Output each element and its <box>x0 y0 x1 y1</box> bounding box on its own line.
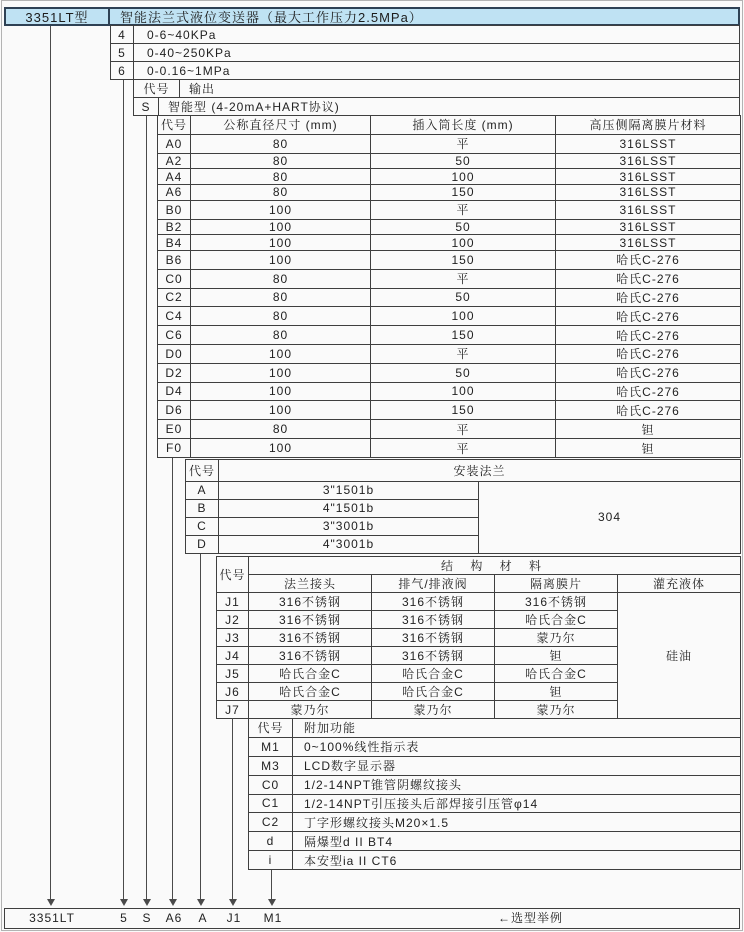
code-cell: B6 <box>158 250 191 269</box>
diaphragm-cell: 蒙乃尔 <box>495 629 618 647</box>
col-header-code: 代号 <box>249 719 293 738</box>
material-cell: 哈氏C-276 <box>556 344 741 363</box>
material-cell: 钽 <box>556 420 741 439</box>
vent-valve-cell: 316不锈钢 <box>372 629 495 647</box>
down-arrow-icon <box>197 899 205 906</box>
range-row <box>110 61 740 80</box>
table-row <box>249 813 741 832</box>
code-cell: A2 <box>158 153 191 169</box>
title-row <box>4 7 740 26</box>
col-header-length: 插入筒长度 (mm) <box>371 116 556 135</box>
structural-materials-table <box>216 556 741 719</box>
diameter-cell: 100 <box>191 382 371 401</box>
code-cell: M1 <box>249 737 293 756</box>
col-header-diaphragm: 隔离膜片 <box>495 575 618 593</box>
diameter-cell: 80 <box>191 269 371 288</box>
code-cell: B <box>186 499 219 517</box>
diameter-cell: 100 <box>191 344 371 363</box>
function-cell: 丁字形螺纹接头M20×1.5 <box>293 813 741 832</box>
length-cell: 50 <box>371 363 556 382</box>
flange-cell: 4"3001b <box>219 535 479 553</box>
table-row <box>158 401 741 420</box>
table-header-row <box>158 116 741 135</box>
code-cell: J5 <box>217 665 249 683</box>
example-value: 5 <box>120 911 128 925</box>
diameter-cell: 100 <box>191 363 371 382</box>
code-cell: D4 <box>158 382 191 401</box>
example-value: A <box>198 911 208 925</box>
length-cell: 50 <box>371 288 556 307</box>
length-cell: 平 <box>371 269 556 288</box>
output-label: 智能型 (4-20mA+HART协议) <box>168 100 340 114</box>
code-cell: D <box>186 535 219 553</box>
vent-valve-cell: 哈氏合金C <box>372 665 495 683</box>
group-header: 结 构 材 料 <box>249 557 741 575</box>
table-row <box>158 382 741 401</box>
down-arrow-icon <box>120 899 128 906</box>
diameter-cell: 80 <box>191 326 371 345</box>
table-row <box>158 185 741 201</box>
col-header-function: 附加功能 <box>293 719 741 738</box>
length-cell: 150 <box>371 250 556 269</box>
table-row <box>158 269 741 288</box>
diameter-cell: 100 <box>191 235 371 251</box>
table-header-row <box>186 460 741 482</box>
table-row <box>158 153 741 169</box>
material-cell: 哈氏C-276 <box>556 288 741 307</box>
code-cell: J2 <box>217 611 249 629</box>
code-cell: E0 <box>158 420 191 439</box>
table-row <box>158 219 741 235</box>
table-row <box>158 420 741 439</box>
length-cell: 100 <box>371 169 556 185</box>
length-cell: 50 <box>371 219 556 235</box>
function-cell: LCD数字显示器 <box>293 756 741 775</box>
example-value: J1 <box>226 911 242 925</box>
col-header-code: 代号 <box>186 460 219 482</box>
function-cell: 1/2-14NPT锥管阴螺纹接头 <box>293 775 741 794</box>
down-arrow-icon <box>229 899 237 906</box>
selector-line-materials <box>232 718 233 900</box>
table-row <box>249 794 741 813</box>
code-cell: B0 <box>158 200 191 219</box>
material-cell: 316LSST <box>556 219 741 235</box>
function-cell: 本安型ia II CT6 <box>293 851 741 870</box>
fill-fluid-cell: 硅油 <box>618 593 741 719</box>
code-cell: C2 <box>158 288 191 307</box>
table-row <box>158 235 741 251</box>
flange-cell: 4"1501b <box>219 499 479 517</box>
selector-line-range <box>123 80 124 900</box>
diaphragm-cell: 哈氏合金C <box>495 611 618 629</box>
diameter-cell: 80 <box>191 420 371 439</box>
diameter-cell: 80 <box>191 288 371 307</box>
col-header-code: 代号 <box>158 116 191 135</box>
range-row <box>110 25 740 44</box>
down-arrow-icon <box>143 899 151 906</box>
col-header-diameter: 公称直径尺寸 (mm) <box>191 116 371 135</box>
length-cell: 150 <box>371 401 556 420</box>
additional-functions-table <box>248 718 741 870</box>
function-cell: 0~100%线性指示表 <box>293 737 741 756</box>
diameter-cell: 80 <box>191 185 371 201</box>
col-header-fill-fluid: 灌充液体 <box>618 575 741 593</box>
material-cell: 钽 <box>556 439 741 458</box>
vent-valve-cell: 316不锈钢 <box>372 593 495 611</box>
code-cell: C0 <box>158 269 191 288</box>
selector-line-flange <box>200 554 201 900</box>
code-cell: J1 <box>217 593 249 611</box>
mounting-flange-table <box>185 459 741 554</box>
range-label: 0-0.16~1MPa <box>147 63 231 78</box>
code-cell: B2 <box>158 219 191 235</box>
diameter-cell: 80 <box>191 169 371 185</box>
table-row <box>249 756 741 775</box>
diaphragm-cell: 蒙乃尔 <box>495 701 618 719</box>
length-cell: 100 <box>371 307 556 326</box>
selector-line-model <box>50 26 51 900</box>
code-cell: C2 <box>249 813 293 832</box>
flange-joint-cell: 316不锈钢 <box>249 647 372 665</box>
material-cell: 哈氏C-276 <box>556 326 741 345</box>
vent-valve-cell: 哈氏合金C <box>372 683 495 701</box>
length-cell: 100 <box>371 382 556 401</box>
material-cell: 哈氏C-276 <box>556 269 741 288</box>
range-label: 0-6~40KPa <box>147 27 217 42</box>
table-row <box>249 737 741 756</box>
flange-joint-cell: 316不锈钢 <box>249 593 372 611</box>
flange-joint-cell: 316不锈钢 <box>249 611 372 629</box>
down-arrow-icon <box>268 899 276 906</box>
model-name: 3351LT型 <box>6 9 110 24</box>
code-cell: M3 <box>249 756 293 775</box>
selector-line-diaphragm <box>172 458 173 900</box>
length-cell: 平 <box>371 439 556 458</box>
range-code: 5 <box>111 44 134 61</box>
code-cell: J6 <box>217 683 249 701</box>
output-row <box>133 97 740 116</box>
diameter-cell: 100 <box>191 439 371 458</box>
table-row <box>217 593 741 611</box>
example-value: M1 <box>263 911 283 925</box>
diaphragm-cell: 哈氏合金C <box>495 665 618 683</box>
code-cell: A4 <box>158 169 191 185</box>
flange-joint-cell: 哈氏合金C <box>249 683 372 701</box>
diaphragm-cell: 316不锈钢 <box>495 593 618 611</box>
code-cell: J7 <box>217 701 249 719</box>
code-cell: C0 <box>249 775 293 794</box>
example-value: S <box>142 911 152 925</box>
diaphragm-table <box>157 115 741 458</box>
diameter-cell: 100 <box>191 401 371 420</box>
material-cell: 316LSST <box>556 169 741 185</box>
table-row <box>158 169 741 185</box>
col-header-code: 代号 <box>217 557 249 593</box>
flange-joint-cell: 蒙乃尔 <box>249 701 372 719</box>
material-cell: 哈氏C-276 <box>556 307 741 326</box>
table-row <box>158 250 741 269</box>
length-cell: 平 <box>371 344 556 363</box>
col-header-flange-joint: 法兰接头 <box>249 575 372 593</box>
table-header-row <box>249 719 741 738</box>
vent-valve-cell: 蒙乃尔 <box>372 701 495 719</box>
vent-valve-cell: 316不锈钢 <box>372 647 495 665</box>
flange-joint-cell: 哈氏合金C <box>249 665 372 683</box>
range-code: 4 <box>111 26 134 43</box>
material-cell: 哈氏C-276 <box>556 401 741 420</box>
length-cell: 150 <box>371 326 556 345</box>
material-cell: 哈氏C-276 <box>556 382 741 401</box>
example-note: ←选型举例 <box>498 911 564 925</box>
table-row <box>186 481 741 499</box>
diaphragm-cell: 钽 <box>495 683 618 701</box>
range-code: 6 <box>111 62 134 79</box>
code-cell: i <box>249 851 293 870</box>
diaphragm-cell: 钽 <box>495 647 618 665</box>
flange-cell: 3"1501b <box>219 481 479 499</box>
code-cell: J4 <box>217 647 249 665</box>
example-row <box>4 908 740 929</box>
material-cell: 哈氏C-276 <box>556 250 741 269</box>
function-cell: 1/2-14NPT引压接头后部焊接引压管φ14 <box>293 794 741 813</box>
table-row <box>158 344 741 363</box>
vent-valve-cell: 316不锈钢 <box>372 611 495 629</box>
material-cell: 哈氏C-276 <box>556 363 741 382</box>
length-cell: 平 <box>371 134 556 153</box>
code-cell: C6 <box>158 326 191 345</box>
table-row <box>158 326 741 345</box>
code-cell: d <box>249 832 293 851</box>
output-header-row <box>133 79 740 98</box>
example-model: 3351LT <box>29 911 75 925</box>
table-row <box>158 439 741 458</box>
selector-line-additional <box>271 870 272 900</box>
length-cell: 平 <box>371 420 556 439</box>
code-cell: D6 <box>158 401 191 420</box>
length-cell: 50 <box>371 153 556 169</box>
code-cell: C1 <box>249 794 293 813</box>
col-header-flange: 安装法兰 <box>219 460 741 482</box>
code-cell: C <box>186 517 219 535</box>
diameter-cell: 100 <box>191 200 371 219</box>
range-label: 0-40~250KPa <box>147 45 232 60</box>
output-code: S <box>134 98 159 115</box>
length-cell: 平 <box>371 200 556 219</box>
code-cell: D0 <box>158 344 191 363</box>
code-cell: D2 <box>158 363 191 382</box>
flange-joint-cell: 316不锈钢 <box>249 629 372 647</box>
material-cell: 316LSST <box>556 200 741 219</box>
material-cell: 316LSST <box>556 153 741 169</box>
output-header: 输出 <box>189 82 216 96</box>
material-cell: 316LSST <box>556 185 741 201</box>
code-header: 代号 <box>134 80 180 97</box>
table-row <box>249 851 741 870</box>
table-row <box>158 200 741 219</box>
function-cell: 隔爆型d II BT4 <box>293 832 741 851</box>
col-header-vent-valve: 排气/排液阀 <box>372 575 495 593</box>
code-cell: A0 <box>158 134 191 153</box>
table-subheader-row <box>217 575 741 593</box>
down-arrow-icon <box>47 899 55 906</box>
code-cell: B4 <box>158 235 191 251</box>
down-arrow-icon <box>169 899 177 906</box>
diameter-cell: 80 <box>191 134 371 153</box>
product-description: 智能法兰式液位变送器（最大工作压力2.5MPa） <box>120 10 423 25</box>
code-cell: J3 <box>217 629 249 647</box>
table-header-row <box>217 557 741 575</box>
code-cell: C4 <box>158 307 191 326</box>
table-row <box>249 775 741 794</box>
table-row <box>158 307 741 326</box>
table-row <box>158 134 741 153</box>
length-cell: 150 <box>371 185 556 201</box>
diameter-cell: 80 <box>191 153 371 169</box>
range-row <box>110 43 740 62</box>
flange-material-cell: 304 <box>479 481 741 553</box>
flange-cell: 3"3001b <box>219 517 479 535</box>
col-header-material: 高压侧隔离膜片材料 <box>556 116 741 135</box>
table-row <box>249 832 741 851</box>
material-cell: 316LSST <box>556 235 741 251</box>
example-value: A6 <box>165 911 183 925</box>
code-cell: A <box>186 481 219 499</box>
code-cell: A6 <box>158 185 191 201</box>
material-cell: 316LSST <box>556 134 741 153</box>
diameter-cell: 80 <box>191 307 371 326</box>
diameter-cell: 100 <box>191 219 371 235</box>
table-row <box>158 363 741 382</box>
code-cell: F0 <box>158 439 191 458</box>
diameter-cell: 100 <box>191 250 371 269</box>
selector-line-output <box>146 116 147 900</box>
length-cell: 100 <box>371 235 556 251</box>
table-row <box>158 288 741 307</box>
